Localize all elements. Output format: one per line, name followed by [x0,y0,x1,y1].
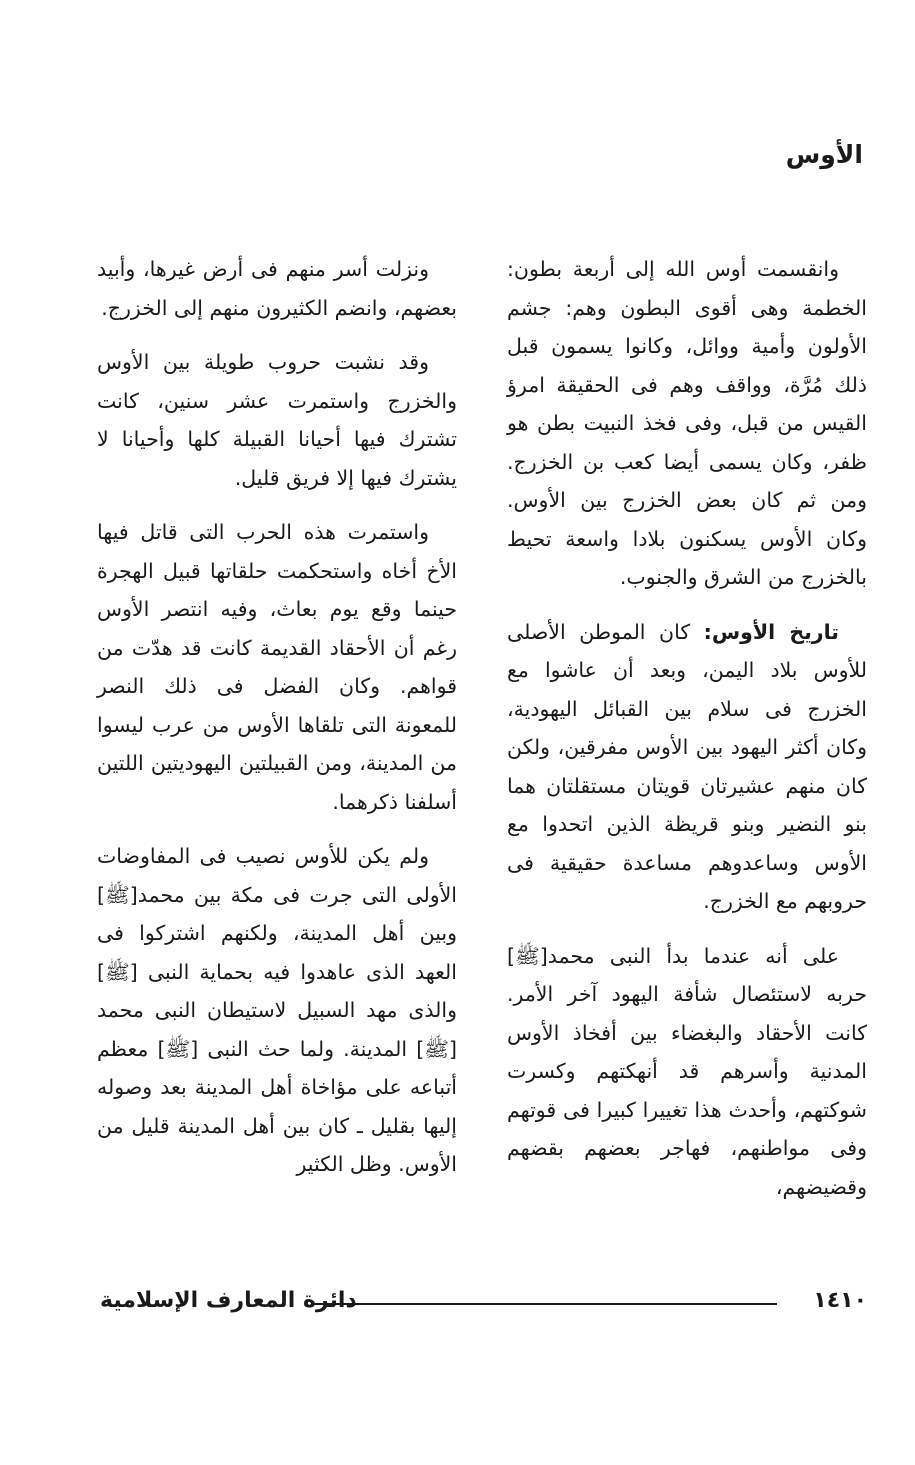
paragraph: واستمرت هذه الحرب التى قاتل فيها الأخ أخاه واستحكمت حلقاتها قبيل الهجرة حينما وقع يوم بعاث، وفيه انتصر الأوس رغم أن الأحقاد القديمة كانت قد هدّت من قواهم. وكان الفضل فى ذلك النصر للمعونة التى تلقاها الأوس من عرب ليسوا من المدينة، ومن القبيلتين اليهوديتين اللتين أسلفنا ذكرهما. [97,520,457,814]
paragraph: وانقسمت أوس الله إلى أربعة بطون: الخطمة وهى أقوى البطون وهم: جشم الأولون وأمية ووائل، وكانوا يسمون قبل ذلك مُرَّة، وواقف وهم فى الحقيقة امرؤ القيس من قبل، وفى فخذ النبيت بطن هو ظفر، وكان يسمى أيضا كعب بن الخزرج. ومن ثم كان بعض الخزرج بين الأوس. وكان الأوس يسكنون بلادا واسعة تحيط بالخزرج من الشرق والجنوب. [507,257,867,589]
paragraph: وقد نشبت حروب طويلة بين الأوس والخزرج واستمرت عشر سنين، كانت تشترك فيها أحيانا القبيلة كلها وأحيانا لا يشترك فيها إلا فريق قليل. [97,350,457,490]
section-heading: تاريخ الأوس: [703,619,839,644]
right-column [507,250,867,1222]
left-column [97,250,457,1200]
paragraph: ونزلت أسر منهم فى أرض غيرها، وأبيد بعضهم، وانضم الكثيرون منهم إلى الخزرج. [97,257,457,320]
page-header-title: الأوس [785,140,863,169]
paragraph [507,613,867,921]
page-number: ١٤١٠ [813,1288,867,1313]
footer-divider [312,1303,777,1305]
paragraph-text: كان الموطن الأصلى للأوس بلاد اليمن، وبعد أن عاشوا مع الخزرج فى سلام بين القبائل اليهودية، وكان أكثر اليهود بين الأوس مفرقين، ولكن كان منهم عشيرتان قويتان مستقلتان هما بنو النضير وبنو قريظة الذين اتحدوا مع الأوس وساعدوهم مساعدة حقيقية فى حروبهم مع الخزرج. [507,619,867,913]
paragraph: ولم يكن للأوس نصيب فى المفاوضات الأولى التى جرت فى مكة بين محمد[ﷺ] وبين أهل المدينة، ولكنهم اشتركوا فى العهد الذى عاهدوا فيه بحماية النبى [ﷺ] والذى مهد السبيل لاستيطان النبى محمد [ﷺ] المدينة. ولما حث النبى [ﷺ] معظم أتباعه على مؤاخاة أهل المدينة بعد وصوله إليها بقليل ـ كان بين أهل المدينة قليل من الأوس. وظل الكثير [97,844,457,1176]
paragraph: على أنه عندما بدأ النبى محمد[ﷺ] حربه لاستئصال شأفة اليهود آخر الأمر. كانت الأحقاد والبغضاء بين أفخاذ الأوس المدنية وأسرهم قد أنهكتهم وكسرت شوكتهم، وأحدث هذا تغييرا كبيرا فى قوتهم وفى مواطنهم، فهاجر بعضهم بقضهم وقضيضهم، [507,943,867,1199]
page-footer [100,1288,867,1324]
publication-title: دائرة المعارف الإسلامية [100,1288,357,1313]
